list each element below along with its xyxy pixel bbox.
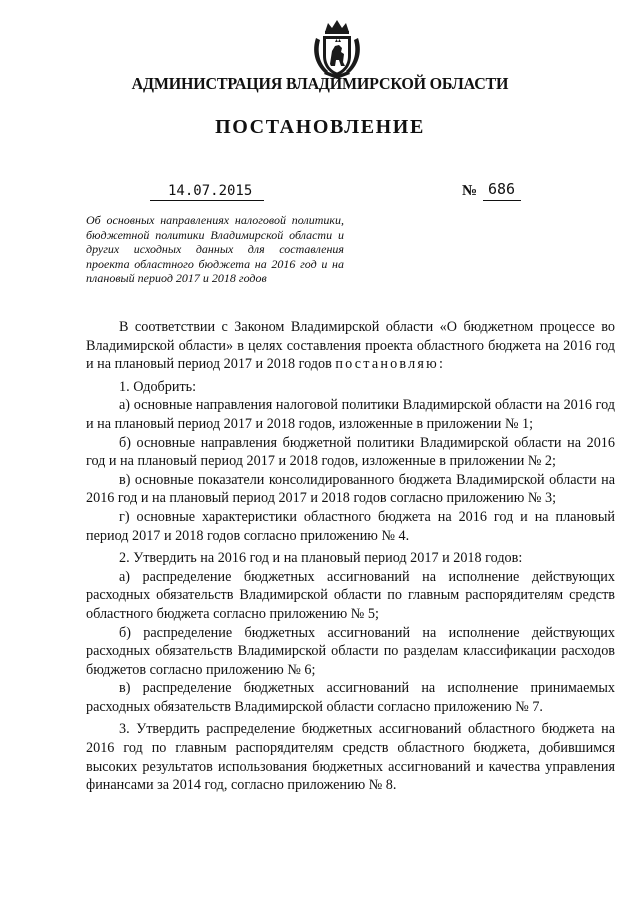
item-2b: б) распределение бюджетных ассигнований на исполнение действующих расходных обязательств Владимирской области по разделам классификации расходов бюджетов согласно приложению № 6; <box>86 624 615 678</box>
item-3: 3. Утвердить распределение бюджетных ассигнований областного бюджета на 2016 год по главным распорядителям средств областного бюджета, добившимся высоких результатов использования бюджетных ассигнований и качества управления финансами за 2014 год, согласно приложению № 8. <box>86 721 615 794</box>
coat-of-arms-icon <box>308 18 366 80</box>
item-1d: г) основные характеристики областного бюджета на 2016 год и на плановый период 2017 и 2018 годов согласно приложению № 4. <box>86 508 615 544</box>
item-2c: в) распределение бюджетных ассигнований на исполнение принимаемых расходных обязательств Владимирской области согласно приложению № 7. <box>86 680 615 715</box>
intro-paragraph <box>86 318 615 374</box>
item-1: 1. Одобрить: <box>119 378 197 395</box>
document-subject: Об основных направлениях налоговой политики, бюджетной политики Владимирской области и других исходных данных для составления проекта областного бюджета на 2016 год и на плановый период 2017 и 2018 годов <box>86 213 344 285</box>
document-number: 686 <box>488 180 516 198</box>
document-date: 14.07.2015 <box>168 183 253 199</box>
number-underline <box>483 200 521 201</box>
item-1c: в) основные показатели консолидированного бюджета Владимирской области на 2016 год и на плановый период 2017 и 2018 годов согласно приложению № 3; <box>86 471 615 507</box>
organization-name: АДМИНИСТРАЦИЯ ВЛАДИМИРСКОЙ ОБЛАСТИ <box>131 74 509 93</box>
intro-text: В соответствии с Законом Владимирской области «О бюджетном процессе во Владимирской области» в целях составления проекта областного бюджета на 2016 год и на плановый период 2017 и 2018 годов <box>86 319 615 373</box>
number-label: № <box>462 183 478 199</box>
date-underline <box>150 200 264 201</box>
item-2: 2. Утвердить на 2016 год и на плановый период 2017 и 2018 годов: <box>119 550 523 567</box>
intro-verb: постановляю: <box>335 356 446 373</box>
item-1a: а) основные направления налоговой политики Владимирской области на 2016 год и на плановый период 2017 и 2018 годов, изложенные в приложении № 1; <box>86 397 615 432</box>
document-body <box>86 318 615 795</box>
item-1b: б) основные направления бюджетной политики Владимирской области на 2016 год и на плановый период 2017 и 2018 годов, изложенные в приложении № 2; <box>86 434 615 470</box>
item-2a: а) распределение бюджетных ассигнований на исполнение действующих расходных обязательств Владимирской области по главным распорядителям средств областного бюджета согласно приложению № 5; <box>86 568 615 622</box>
document-type: ПОСТАНОВЛЕНИЕ <box>215 116 425 138</box>
